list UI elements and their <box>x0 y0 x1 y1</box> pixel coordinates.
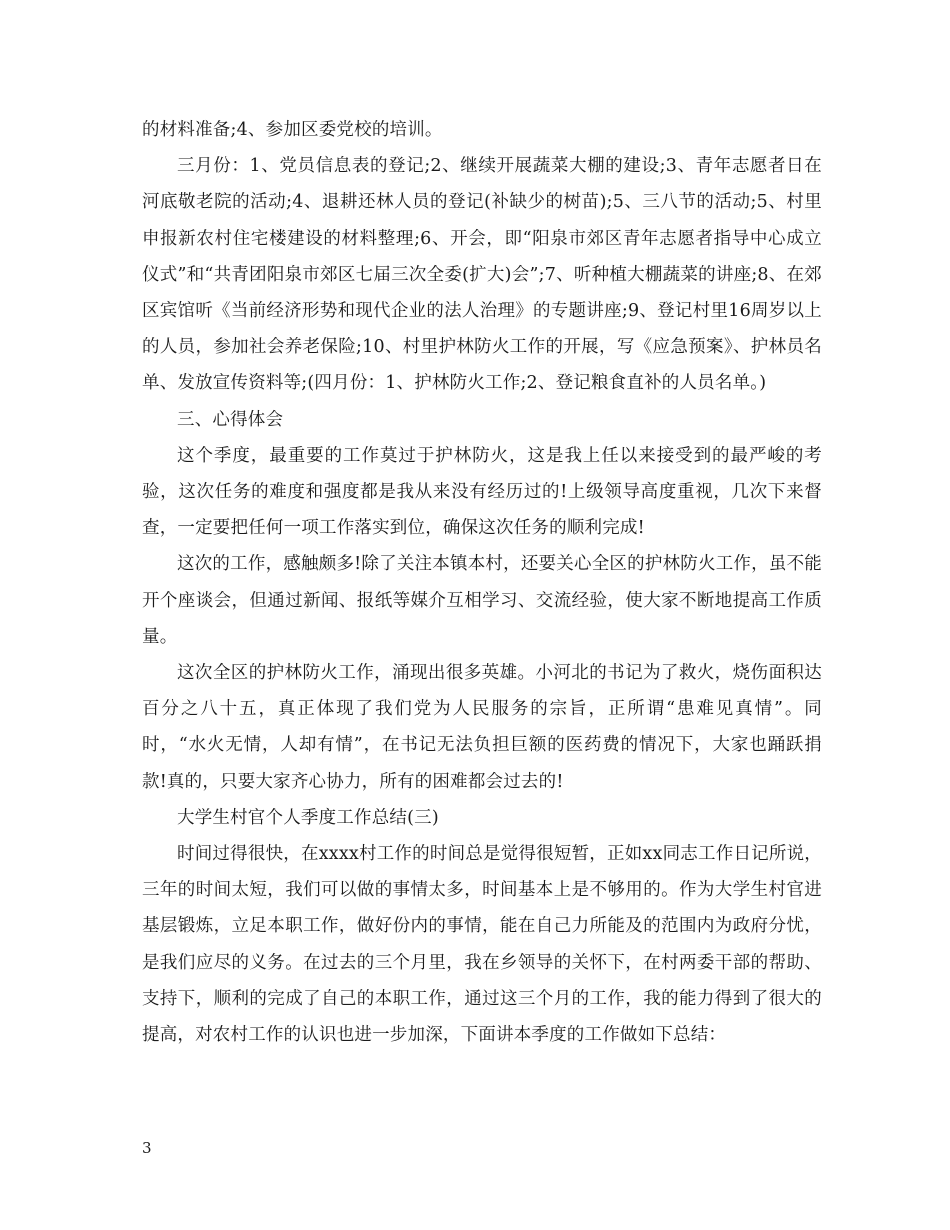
section-heading-insights: 三、心得体会 <box>177 409 284 430</box>
paragraph-summary-intro: 时间过得很快，在xxxx村工作的时间总是觉得很短暂，正如xx同志工作日记所说，三年的时间太短，我们可以做的事情太多，时间基本上是不够用的。作为大学生村官进基层锻炼，立足本职工作，做好份内的事情，能在自己力所能及的范围内为政府分忧，是我们应尽的义务。在过去的三个月里，我在乡领导的关怀下，在村两委干部的帮助、支持下，顺利的完成了自己的本职工作，通过这三个月的工作，我的能力得到了很大的提高，对农村工作的认识也进一步加深，下面讲本季度的工作做如下总结： <box>142 844 822 1046</box>
paragraph-1: 的材料准备;4、参加区委党校的培训。 <box>142 120 443 140</box>
page-number: 3 <box>142 1139 152 1157</box>
paragraph-insight-1: 这个季度，最重要的工作莫过于护林防火，这是我上任以来接受到的最严峻的考验，这次任务的难度和强度都是我从来没有经历过的!上级领导高度重视，几次下来督查，一定要把任何一项工作落实到位，确保这次任务的顺利完成! <box>142 445 822 539</box>
paragraph-march-tasks: 三月份：1、党员信息表的登记;2、继续开展蔬菜大棚的建设;3、青年志愿者日在河底敬老院的活动;4、退耕还林人员的登记(补缺少的树苗);5、三八节的活动;5、村里申报新农村住宅楼建设的材料整理;6、开会，即“阳泉市郊区青年志愿者指导中心成立仪式”和“共青团阳泉市郊区七届三次全委(扩大)会”;7、听种植大棚蔬菜的讲座;8、在郊区宾馆听《当前经济形势和现代企业的法人治理》的专题讲座;9、登记村里16周岁以上的人员，参加社会养老保险;10、村里护林防火工作的开展，写《应急预案》、护林员名单、发放宣传资料等;(四月份：1、护林防火工作;2、登记粮食直补的人员名单。) <box>142 156 822 394</box>
section-title-summary-3: 大学生村官个人季度工作总结(三) <box>177 807 439 828</box>
paragraph-insight-2: 这次的工作，感触颇多!除了关注本镇本村，还要关心全区的护林防火工作，虽不能开个座谈会，但通过新闻、报纸等媒介互相学习、交流经验，使大家不断地提高工作质量。 <box>142 554 822 647</box>
document-body <box>142 112 822 1053</box>
paragraph-insight-3: 这次全区的护林防火工作，涌现出很多英雄。小河北的书记为了救火，烧伤面积达百分之八十五，真正体现了我们党为人民服务的宗旨，正所谓“患难见真情”。同时，“水火无情，人却有情”，在书记无法负担巨额的医药费的情况下，大家也踊跃捐款!真的，只要大家齐心协力，所有的困难都会过去的! <box>142 663 822 792</box>
